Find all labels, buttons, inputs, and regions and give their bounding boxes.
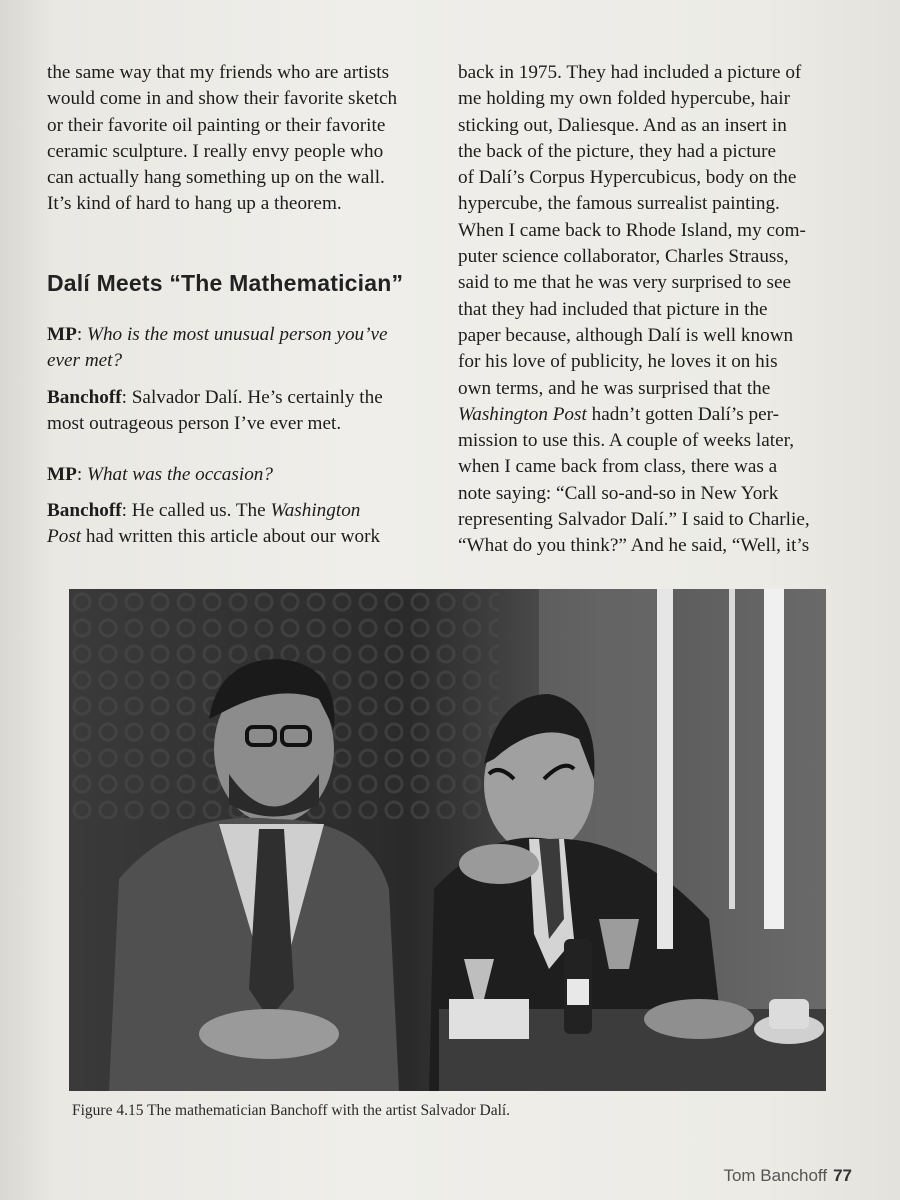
text-line: the back of the picture, they had a picture xyxy=(458,140,777,162)
text-line: “What do you think?” And he said, “Well, it’s xyxy=(458,535,810,557)
text-line: note saying: “Call so-and-so in New York xyxy=(458,482,779,504)
publication-name: Washington Post xyxy=(458,403,587,425)
question-text: ever met? xyxy=(47,350,123,372)
text-line: own terms, and he was surprised that the xyxy=(458,377,771,399)
interview-answer-2 xyxy=(47,498,422,551)
interview-question-1: MP: Who is the most unusual person you’ve ever met? xyxy=(47,322,422,375)
text-fragment: hadn’t gotten Dalí’s per- xyxy=(586,403,779,425)
text-line: that they had included that picture in the xyxy=(458,298,768,320)
text-line: When I came back to Rhode Island, my com- xyxy=(458,219,806,241)
running-footer-author: Tom Banchoff xyxy=(723,1166,828,1185)
publication-name: Post xyxy=(47,526,82,548)
figure-photo xyxy=(69,589,826,1091)
text-line: puter science collaborator, Charles Strauss, xyxy=(458,246,789,268)
answer-text: had written this article about our work xyxy=(81,526,381,548)
section-heading: Dalí Meets “The Mathematician” xyxy=(47,270,404,296)
speaker-label: Banchoff xyxy=(47,387,122,408)
publication-name: Washington xyxy=(270,500,361,521)
answer-text: most outrageous person I’ve ever met. xyxy=(47,413,342,435)
text-line: hypercube, the famous surrealist painting. xyxy=(458,193,780,215)
interview-answer-1 xyxy=(47,385,422,438)
photo-illustration xyxy=(69,589,826,1091)
text-line: mission to use this. A couple of weeks later, xyxy=(458,430,795,452)
text-line: sticking out, Daliesque. And as an insert in xyxy=(458,114,787,136)
text-line: It’s kind of hard to hang up a theorem. xyxy=(47,193,342,215)
text-line: when I came back from class, there was a xyxy=(458,456,778,478)
interview-question-2: MP: What was the occasion? xyxy=(47,464,273,485)
text-line: for his love of publicity, he loves it on his xyxy=(458,351,778,373)
text-line: the same way that my friends who are artists xyxy=(47,62,390,83)
text-line: me holding my own folded hypercube, hair xyxy=(458,88,790,110)
text-line: back in 1975. They had included a picture of xyxy=(458,62,802,83)
question-text: What was the occasion? xyxy=(86,464,273,485)
left-column-text xyxy=(47,60,422,218)
answer-text: : He called us. The xyxy=(121,500,271,521)
figure-caption: Figure 4.15 The mathematician Banchoff with the artist Salvador Dalí. xyxy=(72,1102,511,1119)
speaker-label: Banchoff xyxy=(47,500,122,521)
text-line xyxy=(458,402,838,428)
speaker-label: MP xyxy=(47,324,77,345)
question-text: Who is the most unusual person you’ve xyxy=(86,324,388,345)
text-line: of Dalí’s Corpus Hypercubicus, body on the xyxy=(458,167,797,189)
page-number: 77 xyxy=(833,1166,852,1185)
page-footer xyxy=(723,1166,852,1186)
text-line: or their favorite oil painting or their favorite xyxy=(47,114,386,136)
text-line: ceramic sculpture. I really envy people who xyxy=(47,140,384,162)
speaker-label: MP xyxy=(47,464,77,485)
right-column-text xyxy=(458,60,838,560)
text-line: said to me that he was very surprised to see xyxy=(458,272,792,294)
answer-text: : Salvador Dalí. He’s certainly the xyxy=(121,387,383,408)
text-line: can actually hang something up on the wall. xyxy=(47,167,385,189)
text-line: representing Salvador Dalí.” I said to Charlie, xyxy=(458,509,810,531)
text-line: would come in and show their favorite sketch xyxy=(47,88,398,110)
text-line: paper because, although Dalí is well known xyxy=(458,324,794,346)
